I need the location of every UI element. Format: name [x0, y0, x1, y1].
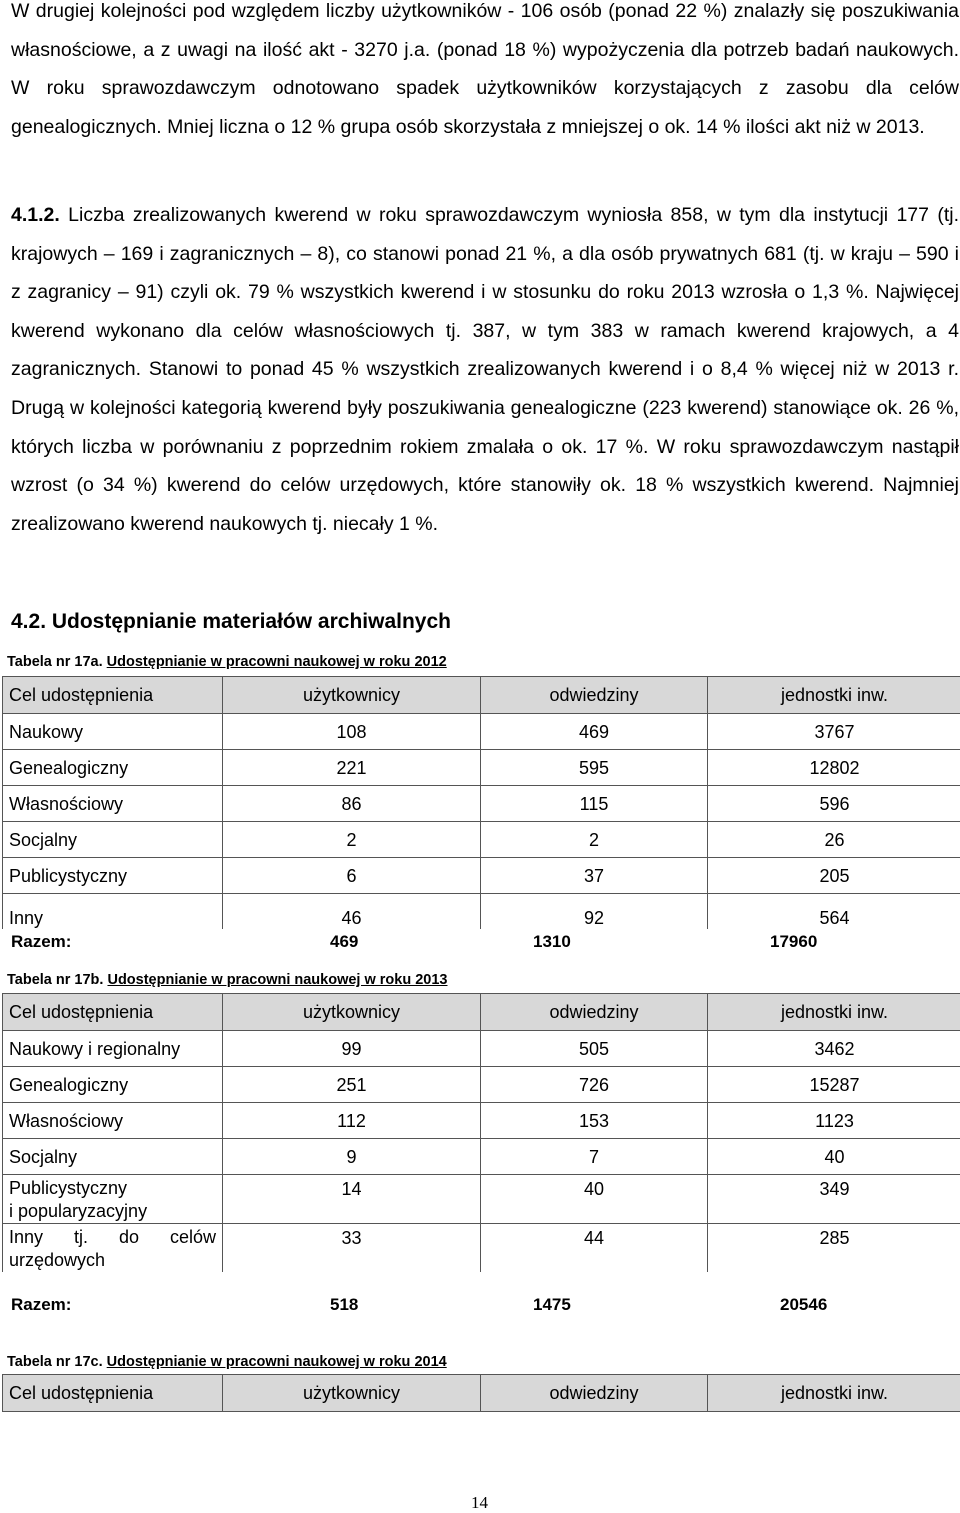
table-cell: 12802	[708, 750, 960, 786]
table-row	[3, 750, 960, 786]
table-row	[3, 786, 960, 822]
caption-text: Udostępnianie w pracowni naukowej w roku 2012	[107, 654, 447, 670]
total-units: 17960	[770, 932, 817, 952]
table-cell: 6	[223, 858, 481, 894]
table-cell: 37	[481, 858, 708, 894]
table-row	[3, 1031, 960, 1067]
table-cell: 3462	[708, 1031, 960, 1067]
table-17c	[2, 1374, 960, 1412]
paragraph-queries-summary: W drugiej kolejności pod względem liczby użytkowników - 106 osób (ponad 22 %) znalazły się poszukiwania własnościowe, a z uwagi na ilość akt - 3270 j.a. (ponad 18 %) wypożyczenia dla potrzeb badań naukowych. W roku sprawozdawczym odnotowano spadek użytkowników korzystających z zasobu dla celów genealogicznych. Mniej liczna o 12 % grupa osób skorzystała z mniejszej o ok. 14 % ilości akt niż w 2013.	[11, 0, 959, 146]
table-cell: Inny tj. do celów urzędowych	[3, 1224, 223, 1273]
table-cell: 99	[223, 1031, 481, 1067]
table-caption-17a	[7, 654, 447, 670]
table-cell: 2	[481, 822, 708, 858]
table-cell: 285	[708, 1224, 960, 1273]
header-cell: odwiedziny	[481, 677, 708, 714]
table-cell: 595	[481, 750, 708, 786]
header-cell: odwiedziny	[481, 994, 708, 1031]
table-cell: 221	[223, 750, 481, 786]
table-cell: 15287	[708, 1067, 960, 1103]
page-number: 14	[471, 1493, 488, 1513]
table-cell: 40	[708, 1139, 960, 1175]
table-cell: 40	[481, 1175, 708, 1224]
table-cell: 92	[481, 894, 708, 930]
table-header-row	[3, 677, 960, 714]
table-cell: 2	[223, 822, 481, 858]
header-cell: Cel udostępnienia	[3, 994, 223, 1031]
table-row	[3, 1103, 960, 1139]
caption-label: Tabela nr 17b.	[7, 972, 103, 988]
section-number: 4.1.2.	[11, 204, 60, 226]
table-cell: Publicystyczny	[3, 858, 223, 894]
table-17a	[2, 676, 960, 929]
table-cell: 251	[223, 1067, 481, 1103]
total-units: 20546	[780, 1295, 827, 1315]
table-cell: 44	[481, 1224, 708, 1273]
table-cell: 205	[708, 858, 960, 894]
header-cell: jednostki inw.	[708, 1375, 960, 1412]
total-users: 518	[330, 1295, 358, 1315]
section-text: Liczba zrealizowanych kwerend w roku sprawozdawczym wyniosła 858, w tym dla instytucji 177 (tj. krajowych – 169 i zagranicznych – 8), co stanowi ponad 21 %, a dla osób prywatnych 681 (tj. w kraju – 590 i z zagranicy – 91) czyli ok. 79 % wszystkich kwerend i w stosunku do roku 2013 wzrosła o 1,3 %. Najwięcej kwerend wykonano dla celów własnościowych tj. 387, w tym 383 w ramach kwerend krajowych, a 4 zagranicznych. Stanowi to ponad 45 % wszystkich zrealizowanych kwerend i o 8,4 % więcej niż w 2013 r. Drugą w kolejności kategorią kwerend były poszukiwania genealogiczne (223 kwerend) stanowiące ok. 26 %, których liczba w porównaniu z poprzednim rokiem zmalała o ok. 17 %. W roku sprawozdawczym nastąpił wzrost (o 34 %) kwerend do celów urzędowych, które stanowiły ok. 18 % wszystkich kwerend. Najmniej zrealizowano kwerend naukowych tj. niecały 1 %.	[11, 204, 959, 535]
table-row	[3, 1224, 960, 1273]
table-row	[3, 1139, 960, 1175]
table-cell: 7	[481, 1139, 708, 1175]
header-cell: użytkownicy	[223, 677, 481, 714]
caption-text: Udostępnianie w pracowni naukowej w roku 2013	[107, 972, 447, 988]
table-cell: Inny	[3, 894, 223, 930]
header-cell: użytkownicy	[223, 994, 481, 1031]
table-cell: Naukowy	[3, 714, 223, 750]
table-17b	[2, 993, 960, 1272]
table-cell: Naukowy i regionalny	[3, 1031, 223, 1067]
table-row	[3, 822, 960, 858]
table-row	[3, 1067, 960, 1103]
table-cell: 153	[481, 1103, 708, 1139]
table-cell: 14	[223, 1175, 481, 1224]
table-cell: 505	[481, 1031, 708, 1067]
total-users: 469	[330, 932, 358, 952]
caption-text: Udostępnianie w pracowni naukowej w roku 2014	[107, 1354, 447, 1370]
header-cell: jednostki inw.	[708, 677, 960, 714]
caption-label: Tabela nr 17a.	[7, 654, 103, 670]
table-cell: 46	[223, 894, 481, 930]
table-cell: 86	[223, 786, 481, 822]
table-cell: 726	[481, 1067, 708, 1103]
table-cell: 1123	[708, 1103, 960, 1139]
table-cell: 9	[223, 1139, 481, 1175]
table-header-row	[3, 1375, 960, 1412]
table-cell: Publicystyczny i popularyzacyjny	[3, 1175, 223, 1224]
table-cell: Socjalny	[3, 1139, 223, 1175]
paragraph-section-4-1-2	[11, 196, 959, 543]
table-row	[3, 858, 960, 894]
section-heading: 4.2. Udostępnianie materiałów archiwalnych	[11, 610, 451, 634]
table-cell: 349	[708, 1175, 960, 1224]
header-cell: Cel udostępnienia	[3, 1375, 223, 1412]
table-cell: 3767	[708, 714, 960, 750]
table-cell: 596	[708, 786, 960, 822]
total-label: Razem:	[11, 1295, 71, 1315]
header-cell: jednostki inw.	[708, 994, 960, 1031]
table-cell: 33	[223, 1224, 481, 1273]
table-cell: Własnościowy	[3, 786, 223, 822]
total-visits: 1310	[533, 932, 571, 952]
table-cell: 26	[708, 822, 960, 858]
total-visits: 1475	[533, 1295, 571, 1315]
total-label: Razem:	[11, 932, 71, 952]
header-cell: odwiedziny	[481, 1375, 708, 1412]
table-caption-17c	[7, 1354, 447, 1370]
table-cell: 564	[708, 894, 960, 930]
header-cell: Cel udostępnienia	[3, 677, 223, 714]
table-cell: 469	[481, 714, 708, 750]
caption-label: Tabela nr 17c.	[7, 1354, 103, 1370]
table-cell: Genealogiczny	[3, 750, 223, 786]
table-cell: 108	[223, 714, 481, 750]
table-cell: Genealogiczny	[3, 1067, 223, 1103]
table-header-row	[3, 994, 960, 1031]
table-row	[3, 1175, 960, 1224]
header-cell: użytkownicy	[223, 1375, 481, 1412]
table-cell: Socjalny	[3, 822, 223, 858]
table-row	[3, 714, 960, 750]
table-caption-17b	[7, 972, 448, 988]
table-cell: Własnościowy	[3, 1103, 223, 1139]
table-row	[3, 894, 960, 930]
table-cell: 115	[481, 786, 708, 822]
table-cell: 112	[223, 1103, 481, 1139]
